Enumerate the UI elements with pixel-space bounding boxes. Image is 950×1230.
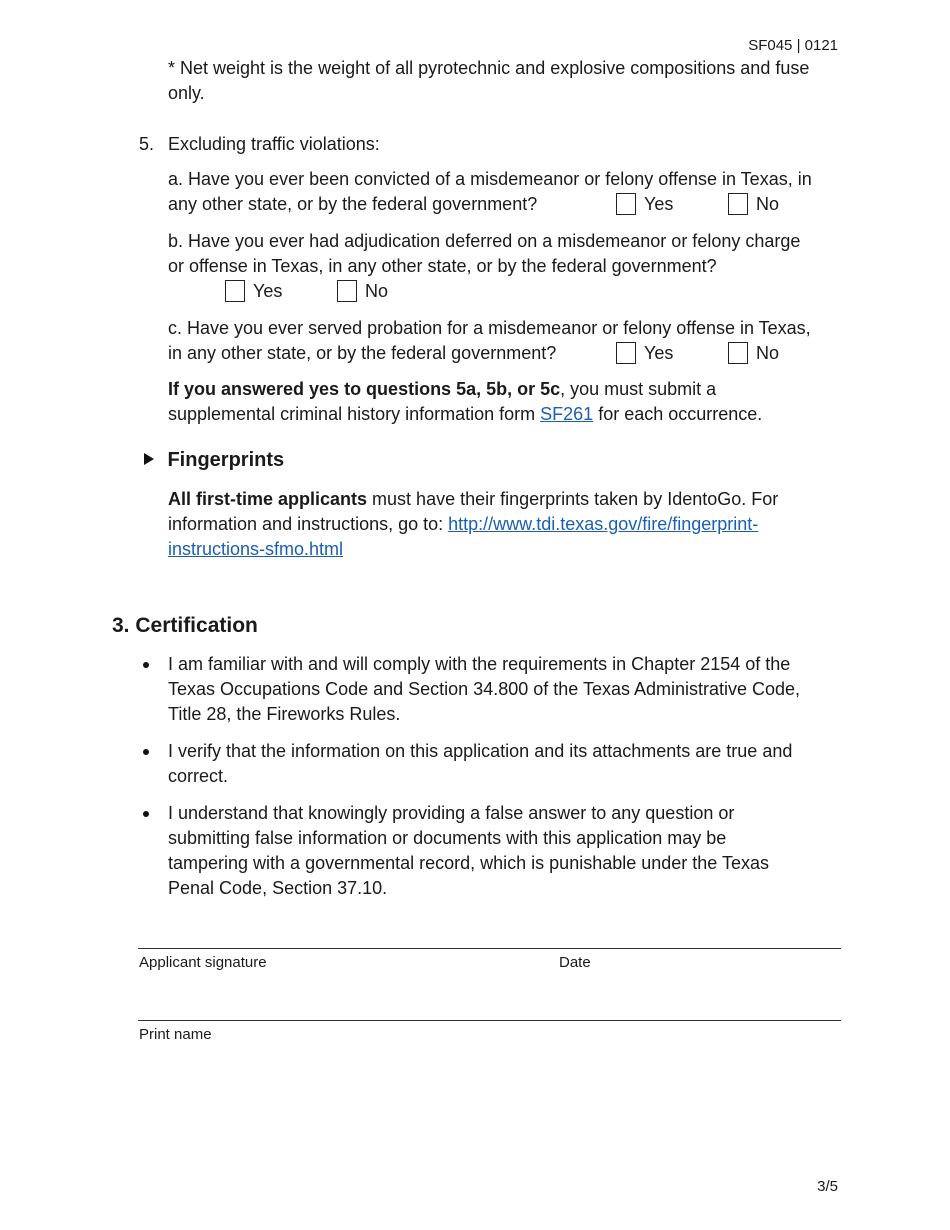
fingerprints-line2-text: information and instructions, go to: (168, 514, 449, 534)
certification-item-3 (168, 801, 868, 901)
fingerprints-line2 (168, 512, 868, 537)
print-name-label: Print name (139, 1026, 212, 1043)
sf261-link[interactable]: SF261 (540, 404, 594, 424)
question-5b-line1: b. Have you ever had adjudication deferred on a misdemeanor or felony charge (168, 231, 801, 251)
applicant-signature-label: Applicant signature (139, 954, 267, 971)
certification-item-1-line1: I am familiar with and will comply with the requirements in Chapter 2154 of the (168, 654, 791, 674)
question-5b (168, 229, 868, 304)
form-code: SF045 | 0121 (748, 37, 838, 54)
yes-label: Yes (253, 281, 283, 301)
question-5a-line2 (168, 192, 868, 217)
question-5b-yes-option[interactable] (225, 279, 282, 304)
question-5b-no-option[interactable] (337, 279, 388, 304)
net-weight-note: * Net weight is the weight of all pyrotechnic and explosive compositions and fuse only. (168, 58, 810, 103)
no-label: No (756, 194, 780, 214)
question-5b-yes-checkbox[interactable] (225, 280, 245, 302)
fingerprints-line3 (168, 537, 868, 562)
print-name-line[interactable] (138, 1020, 841, 1021)
certification-item-1 (168, 652, 868, 727)
fingerprints-heading-text: Fingerprints (167, 449, 285, 471)
certification-item-3-line2: submitting false information or documents with this application may be (168, 828, 727, 848)
bullet-icon (143, 662, 149, 668)
question-5c-no-checkbox[interactable] (728, 342, 748, 364)
question-5-note-line2-text: supplemental criminal history information form (168, 404, 541, 424)
question-5-note (168, 377, 868, 427)
question-5-note-line2 (168, 402, 868, 427)
question-5-number: 5. (139, 134, 155, 154)
certification-item-3-line4: Penal Code, Section 37.10. (168, 878, 388, 898)
fingerprints-rest: must have their fingerprints taken by IdentoGo. For (367, 489, 779, 509)
question-5-note-rest: , you must submit a (560, 379, 717, 399)
question-5a-yes-option[interactable] (616, 192, 673, 217)
question-5b-line2: or offense in Texas, in any other state, or by the federal government? (168, 256, 717, 276)
fingerprints-line1 (168, 487, 868, 512)
page-number: 3/5 (817, 1178, 838, 1195)
question-5c-yes-option[interactable] (616, 341, 673, 366)
yes-label: Yes (644, 194, 674, 214)
question-5c-text: in any other state, or by the federal government? (168, 343, 557, 363)
question-5b-options (168, 279, 868, 304)
certification-item-1-line2: Texas Occupations Code and Section 34.800 of the Texas Administrative Code, (168, 679, 801, 699)
bullet-icon (143, 811, 149, 817)
certification-item-3-line3: tampering with a governmental record, which is punishable under the Texas (168, 853, 770, 873)
question-5a-no-checkbox[interactable] (728, 193, 748, 215)
question-5c-line1: c. Have you ever served probation for a misdemeanor or felony offense in Texas, (168, 318, 811, 338)
certification-heading: 3. Certification (112, 614, 258, 637)
fingerprints-text (168, 487, 868, 562)
question-5-title: Excluding traffic violations: (168, 134, 380, 154)
question-5b-no-checkbox[interactable] (337, 280, 357, 302)
certification-item-3-line1: I understand that knowingly providing a false answer to any question or (168, 803, 735, 823)
question-5c (168, 316, 868, 366)
question-5a-line1: a. Have you ever been convicted of a misdemeanor or felony offense in Texas, in (168, 169, 812, 189)
question-5c-yes-checkbox[interactable] (616, 342, 636, 364)
certification-item-1-line3: Title 28, the Fireworks Rules. (168, 704, 401, 724)
question-5-note-line1 (168, 377, 868, 402)
question-5a-yes-checkbox[interactable] (616, 193, 636, 215)
date-label: Date (559, 954, 591, 971)
fingerprints-bold: All first-time applicants (168, 489, 368, 509)
fingerprint-instructions-link[interactable]: http://www.tdi.texas.gov/fire/fingerprint- (448, 514, 759, 534)
question-5a-no-option[interactable] (728, 192, 779, 217)
fingerprint-instructions-link-cont[interactable]: instructions-sfmo.html (168, 539, 344, 559)
question-5c-line2 (168, 341, 868, 366)
certification-item-2 (168, 739, 868, 789)
question-5a (168, 167, 868, 217)
yes-label: Yes (644, 343, 674, 363)
no-label: No (756, 343, 780, 363)
question-5c-no-option[interactable] (728, 341, 779, 366)
expand-triangle-icon[interactable] (144, 453, 154, 465)
fingerprints-heading[interactable] (144, 447, 284, 473)
signature-line[interactable] (138, 948, 841, 949)
question-5-note-line2-end: for each occurrence. (593, 404, 763, 424)
question-5-note-bold: If you answered yes to questions 5a, 5b, or 5c (168, 379, 561, 399)
no-label: No (365, 281, 389, 301)
question-5a-text: any other state, or by the federal government? (168, 194, 538, 214)
certification-item-2-line2: correct. (168, 766, 229, 786)
bullet-icon (143, 749, 149, 755)
certification-item-2-line1: I verify that the information on this application and its attachments are true and (168, 741, 793, 761)
